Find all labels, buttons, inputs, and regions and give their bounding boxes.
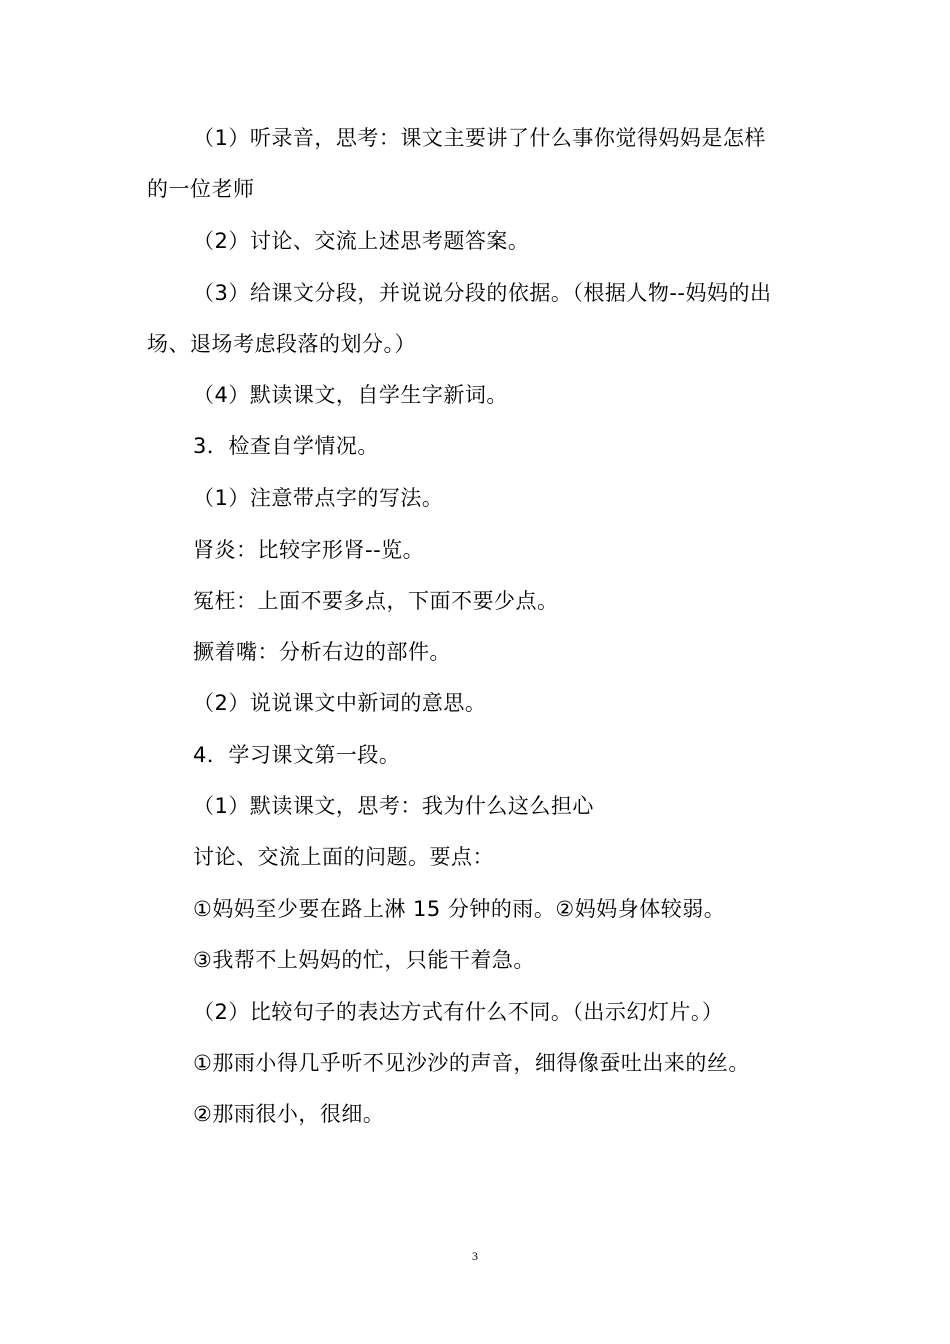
text-line-13: 4．学习课文第一段。	[193, 743, 401, 767]
text-line-8: （1）注意带点字的写法。	[193, 486, 444, 510]
text-line-7: 3．检查自学情况。	[193, 434, 379, 458]
text-line-5: 场、退场考虑段落的划分。）	[147, 332, 416, 356]
text-line-19: ①那雨小得几乎听不见沙沙的声音，细得像蚕吐出来的丝。	[193, 1051, 750, 1075]
text-line-2: 的一位老师	[147, 177, 255, 201]
text-line-12: （2）说说课文中新词的意思。	[193, 691, 487, 715]
text-line-1: （1）听录音，思考：课文主要讲了什么事你觉得妈妈是怎样	[193, 126, 766, 150]
text-line-14: （1）默读课文，思考：我为什么这么担心	[193, 794, 594, 818]
text-line-20: ②那雨很小，很细。	[193, 1102, 385, 1126]
text-line-3: （2）讨论、交流上述思考题答案。	[193, 229, 530, 253]
text-line-11: 撅着嘴：分析右边的部件。	[193, 640, 451, 664]
text-line-17: ③我帮不上妈妈的忙，只能干着急。	[193, 948, 535, 972]
text-line-10: 冤枉：上面不要多点，下面不要少点。	[193, 589, 559, 613]
text-line-15: 讨论、交流上面的问题。要点：	[193, 845, 494, 869]
text-line-6: （4）默读课文，自学生字新词。	[193, 383, 508, 407]
page-number: 3	[472, 1249, 478, 1263]
text-line-18: （2）比较句子的表达方式有什么不同。（出示幻灯片。）	[193, 1000, 724, 1024]
text-line-4: （3）给课文分段，并说说分段的依据。（根据人物--妈妈的出	[193, 281, 772, 305]
text-line-9: 肾炎：比较字形肾--览。	[193, 538, 425, 562]
text-line-16: ①妈妈至少要在路上淋 15 分钟的雨。②妈妈身体较弱。	[193, 897, 726, 921]
